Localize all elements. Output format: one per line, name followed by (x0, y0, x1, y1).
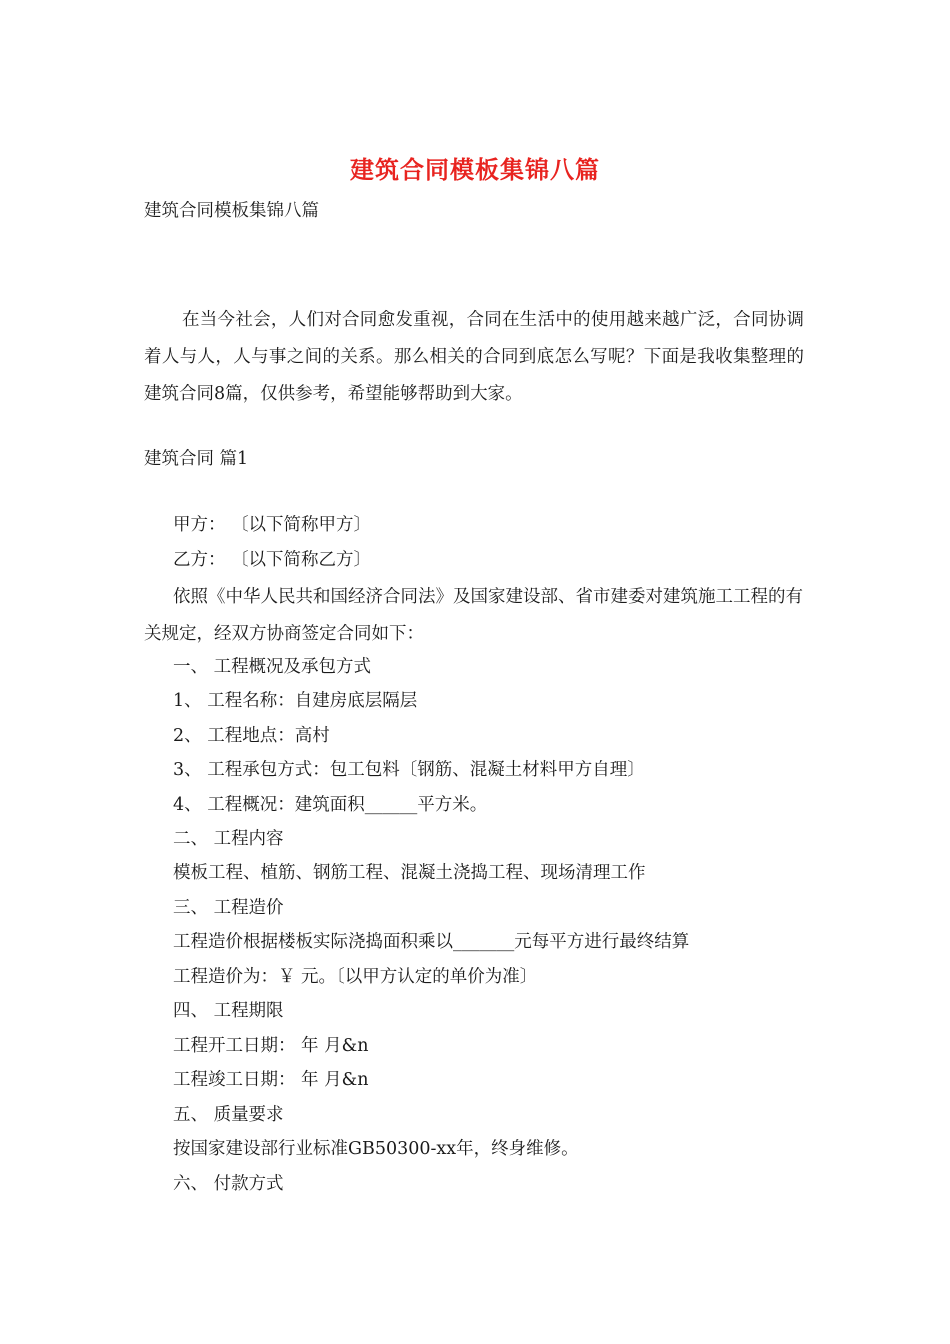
clause-line: 六、 付款方式 (173, 1174, 284, 1194)
clause-line: 工程造价为：￥ 元。〔以甲方认定的单价为准〕 (173, 967, 538, 987)
clause-line: 模板工程、植筋、钢筋工程、混凝土浇捣工程、现场清理工作 (173, 863, 646, 883)
clause-line: 一、 工程概况及承包方式 (173, 657, 372, 677)
document-subtitle: 建筑合同模板集锦八篇 (144, 201, 319, 221)
clause-line: 3、 工程承包方式：包工包料〔钢筋、混凝土材料甲方自理〕 (173, 760, 645, 780)
party-a-line: 甲方： 〔以下简称甲方〕 (173, 515, 372, 535)
contract-basis-paragraph: 依照《中华人民共和国经济合同法》及国家建设部、省市建委对建筑施工工程的有关规定，经双方协商签定合同如下： (144, 587, 803, 644)
clause-line: 三、 工程造价 (173, 898, 284, 918)
clause-line: 二、 工程内容 (173, 829, 284, 849)
clause-line: 四、 工程期限 (173, 1001, 284, 1021)
clause-line: 工程开工日期： 年 月&n (173, 1036, 369, 1056)
clause-line: 工程竣工日期： 年 月&n (173, 1070, 369, 1090)
party-b-line: 乙方： 〔以下简称乙方〕 (173, 550, 372, 570)
clause-line: 五、 质量要求 (173, 1105, 284, 1125)
clause-line: 1、 工程名称：自建房底层隔层 (173, 691, 418, 711)
clause-line: 按国家建设部行业标准GB50300-xx年，终身维修。 (173, 1139, 579, 1159)
section-heading: 建筑合同 篇1 (144, 449, 249, 469)
clause-line: 2、 工程地点：高村 (173, 726, 330, 746)
clause-line: 4、 工程概况：建筑面积______平方米。 (173, 795, 488, 815)
clause-line: 工程造价根据楼板实际浇捣面积乘以_______元每平方进行最终结算 (173, 932, 690, 952)
document-title: 建筑合同模板集锦八篇 (350, 155, 600, 184)
intro-paragraph: 在当今社会，人们对合同愈发重视，合同在生活中的使用越来越广泛，合同协调着人与人，人与事之间的关系。那么相关的合同到底怎么写呢？下面是我收集整理的建筑合同8篇，仅供参考，希望能够帮助到大家。 (144, 310, 804, 404)
